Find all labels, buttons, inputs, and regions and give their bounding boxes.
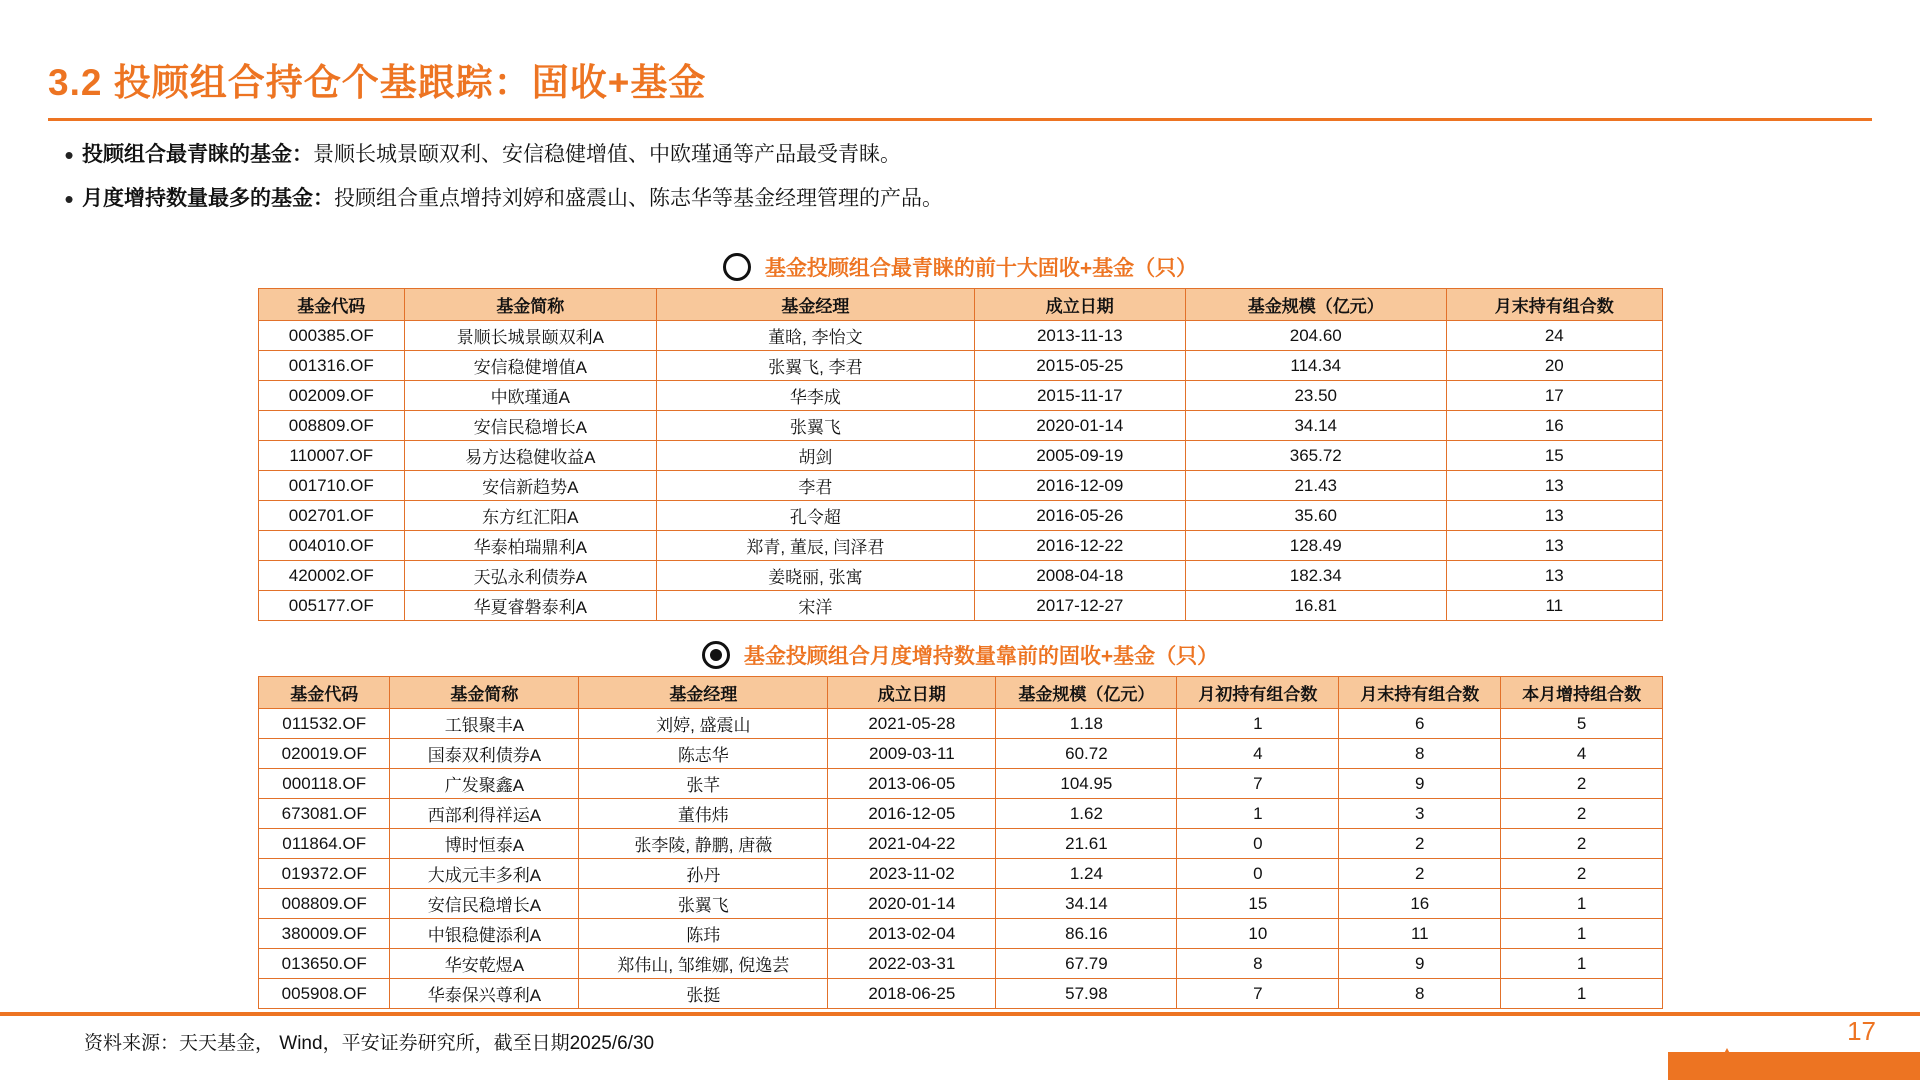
table-cell: 中银稳健添利A [390,919,579,949]
table-cell: 1.18 [996,709,1177,739]
column-header: 成立日期 [828,677,996,709]
table-cell: 23.50 [1185,381,1446,411]
table-cell: 陈玮 [579,919,828,949]
bullet-content [82,140,901,170]
source-note: 资料来源：天天基金， Wind，平安证券研究所，截至日期2025/6/30 [84,1033,655,1054]
table-row [259,949,1663,979]
table-cell: 002701.OF [259,501,405,531]
column-header: 基金代码 [259,677,390,709]
table-cell: 安信新趋势A [404,471,657,501]
table-cell: 35.60 [1185,501,1446,531]
table-cell: 2005-09-19 [974,441,1185,471]
table-cell: 中欧瑾通A [404,381,657,411]
table-cell: 华夏睿磐泰利A [404,591,657,621]
table-cell: 天弘永利债券A [404,561,657,591]
table-cell: 019372.OF [259,859,390,889]
table-cell: 博时恒泰A [390,829,579,859]
table-row [259,799,1663,829]
table-cell: 2021-04-22 [828,829,996,859]
table-row [259,441,1663,471]
table-cell: 2017-12-27 [974,591,1185,621]
table-cell: 24 [1446,321,1662,351]
table-cell: 16.81 [1185,591,1446,621]
page-title: 3.2 投顾组合持仓个基跟踪：固收+基金 [48,62,707,103]
table-row [259,591,1663,621]
table-cell: 8 [1339,739,1501,769]
bullet-body: 景顺长城景颐双利、安信稳健增值、中欧瑾通等产品最受青睐。 [313,143,901,166]
table-cell: 广发聚鑫A [390,769,579,799]
table-cell: 华泰柏瑞鼎利A [404,531,657,561]
table-cell: 大成元丰多利A [390,859,579,889]
table-cell: 5 [1501,709,1663,739]
bullet-content [82,184,943,214]
table-cell: 008809.OF [259,889,390,919]
table-cell: 0 [1177,829,1339,859]
table-cell: 13 [1446,531,1662,561]
table-cell: 2013-11-13 [974,321,1185,351]
table-cell: 16 [1446,411,1662,441]
table-cell: 004010.OF [259,531,405,561]
table-cell: 2016-05-26 [974,501,1185,531]
table-cell: 21.61 [996,829,1177,859]
table-row [259,471,1663,501]
table-cell: 128.49 [1185,531,1446,561]
table-row [259,501,1663,531]
table-cell: 9 [1339,949,1501,979]
table-cell: 2 [1501,799,1663,829]
table-row [259,979,1663,1009]
column-header: 基金简称 [404,289,657,321]
table-cell: 张挺 [579,979,828,1009]
table-cell: 2 [1501,769,1663,799]
table-cell: 郑伟山, 邹维娜, 倪逸芸 [579,949,828,979]
title-divider [48,118,1872,121]
table-cell: 1 [1177,709,1339,739]
table-cell: 4 [1177,739,1339,769]
table-cell: 张翼飞 [657,411,975,441]
table-cell: 李君 [657,471,975,501]
list-item [56,140,1756,170]
column-header: 基金简称 [390,677,579,709]
table-cell: 2016-12-09 [974,471,1185,501]
table-cell: 张芊 [579,769,828,799]
table-cell: 86.16 [996,919,1177,949]
table-cell: 420002.OF [259,561,405,591]
table-row [259,709,1663,739]
table-cell: 10 [1177,919,1339,949]
table1-caption: 基金投顾组合最青睐的前十大固收+基金（只） [764,257,1198,280]
column-header: 基金代码 [259,289,405,321]
table-row [259,829,1663,859]
table-row [259,739,1663,769]
table-cell: 11 [1339,919,1501,949]
table-cell: 董伟炜 [579,799,828,829]
table-cell: 60.72 [996,739,1177,769]
table-cell: 6 [1339,709,1501,739]
list-item [56,184,1756,214]
footer-accent-block [1668,1052,1920,1080]
table-cell: 8 [1339,979,1501,1009]
bullet-label: 投顾组合最青睐的基金： [82,143,313,166]
column-header: 基金经理 [657,289,975,321]
table-cell: 1 [1501,919,1663,949]
table-cell: 景顺长城景颐双利A [404,321,657,351]
table-cell: 孙丹 [579,859,828,889]
table-cell: 安信民稳增长A [404,411,657,441]
filled-circle-marker-icon [702,641,730,669]
table-cell: 易方达稳健收益A [404,441,657,471]
table-cell: 20 [1446,351,1662,381]
table2-caption: 基金投顾组合月度增持数量靠前的固收+基金（只） [743,645,1219,668]
table-cell: 陈志华 [579,739,828,769]
table-cell: 张翼飞, 李君 [657,351,975,381]
table-row [259,769,1663,799]
table-cell: 华泰保兴尊利A [390,979,579,1009]
table-cell: 刘婷, 盛震山 [579,709,828,739]
table-cell: 7 [1177,979,1339,1009]
table-cell: 2020-01-14 [974,411,1185,441]
table-cell: 2018-06-25 [828,979,996,1009]
table-row [259,351,1663,381]
table-cell: 13 [1446,561,1662,591]
column-header: 月末持有组合数 [1339,677,1501,709]
table-cell: 005177.OF [259,591,405,621]
table-row [259,381,1663,411]
table-cell: 2 [1501,829,1663,859]
table-cell: 2009-03-11 [828,739,996,769]
table-cell: 34.14 [996,889,1177,919]
table-row [259,321,1663,351]
table-cell: 17 [1446,381,1662,411]
table-cell: 2 [1339,859,1501,889]
table2-caption-row [0,640,1920,670]
table-row [259,919,1663,949]
table-cell: 孔令超 [657,501,975,531]
table-cell: 110007.OF [259,441,405,471]
bullet-list [56,140,1756,228]
table-cell: 21.43 [1185,471,1446,501]
table-cell: 工银聚丰A [390,709,579,739]
table-cell: 华李成 [657,381,975,411]
table-cell: 2022-03-31 [828,949,996,979]
table-cell: 2015-11-17 [974,381,1185,411]
table-cell: 3 [1339,799,1501,829]
table-cell: 2016-12-22 [974,531,1185,561]
table-cell: 胡剑 [657,441,975,471]
table-row [259,411,1663,441]
table-cell: 2 [1501,859,1663,889]
table-cell: 张翼飞 [579,889,828,919]
table-cell: 182.34 [1185,561,1446,591]
table-cell: 673081.OF [259,799,390,829]
table-cell: 000385.OF [259,321,405,351]
table-cell: 1.62 [996,799,1177,829]
table-cell: 2013-02-04 [828,919,996,949]
table-row [259,889,1663,919]
table-cell: 9 [1339,769,1501,799]
column-header: 基金经理 [579,677,828,709]
table-cell: 宋洋 [657,591,975,621]
table-cell: 2013-06-05 [828,769,996,799]
table-cell: 000118.OF [259,769,390,799]
table-cell: 114.34 [1185,351,1446,381]
table-cell: 001316.OF [259,351,405,381]
table-cell: 365.72 [1185,441,1446,471]
table-row [259,561,1663,591]
table-top-ten-funds [258,288,1663,621]
table-cell: 204.60 [1185,321,1446,351]
table-cell: 2015-05-25 [974,351,1185,381]
table-cell: 2016-12-05 [828,799,996,829]
table-cell: 4 [1501,739,1663,769]
table-cell: 34.14 [1185,411,1446,441]
table-cell: 2008-04-18 [974,561,1185,591]
page-number: 17 [1847,1016,1876,1046]
table-cell: 380009.OF [259,919,390,949]
bullet-marker-icon: • [64,184,74,214]
table-cell: 1 [1501,979,1663,1009]
hollow-circle-marker-icon [723,253,751,281]
table-cell: 东方红汇阳A [404,501,657,531]
table-cell: 2021-05-28 [828,709,996,739]
column-header: 基金规模（亿元） [996,677,1177,709]
table-cell: 15 [1446,441,1662,471]
table-cell: 57.98 [996,979,1177,1009]
table-cell: 13 [1446,471,1662,501]
table-cell: 7 [1177,769,1339,799]
table-cell: 2023-11-02 [828,859,996,889]
table-cell: 104.95 [996,769,1177,799]
table-cell: 华安乾煜A [390,949,579,979]
table-cell: 1 [1501,949,1663,979]
table-cell: 005908.OF [259,979,390,1009]
table-cell: 013650.OF [259,949,390,979]
table-cell: 2020-01-14 [828,889,996,919]
table-cell: 张李陵, 静鹏, 唐薇 [579,829,828,859]
column-header: 月初持有组合数 [1177,677,1339,709]
table-cell: 008809.OF [259,411,405,441]
bullet-label: 月度增持数量最多的基金： [82,187,334,210]
table-cell: 13 [1446,501,1662,531]
table-cell: 8 [1177,949,1339,979]
table1-caption-row [0,252,1920,282]
column-header: 成立日期 [974,289,1185,321]
table-row [259,531,1663,561]
table-cell: 安信民稳增长A [390,889,579,919]
table-header-row [259,677,1663,709]
table-cell: 011864.OF [259,829,390,859]
table-cell: 0 [1177,859,1339,889]
column-header: 月末持有组合数 [1446,289,1662,321]
table-cell: 国泰双利债券A [390,739,579,769]
table-cell: 姜晓丽, 张寓 [657,561,975,591]
table-cell: 011532.OF [259,709,390,739]
table-cell: 001710.OF [259,471,405,501]
table-cell: 020019.OF [259,739,390,769]
table-cell: 16 [1339,889,1501,919]
table-cell: 15 [1177,889,1339,919]
table-cell: 002009.OF [259,381,405,411]
table-cell: 董晗, 李怡文 [657,321,975,351]
column-header: 本月增持组合数 [1501,677,1663,709]
table-cell: 1 [1177,799,1339,829]
table-cell: 西部利得祥运A [390,799,579,829]
company-logo-icon [1710,1046,1744,1076]
table-cell: 11 [1446,591,1662,621]
bullet-body: 投顾组合重点增持刘婷和盛震山、陈志华等基金经理管理的产品。 [334,187,943,210]
table-cell: 67.79 [996,949,1177,979]
bullet-marker-icon: • [64,140,74,170]
table-cell: 1.24 [996,859,1177,889]
table-monthly-increase-funds [258,676,1663,1009]
table-row [259,859,1663,889]
table-cell: 2 [1339,829,1501,859]
column-header: 基金规模（亿元） [1185,289,1446,321]
table-header-row [259,289,1663,321]
table-cell: 安信稳健增值A [404,351,657,381]
table-cell: 1 [1501,889,1663,919]
table-cell: 郑青, 董辰, 闫泽君 [657,531,975,561]
